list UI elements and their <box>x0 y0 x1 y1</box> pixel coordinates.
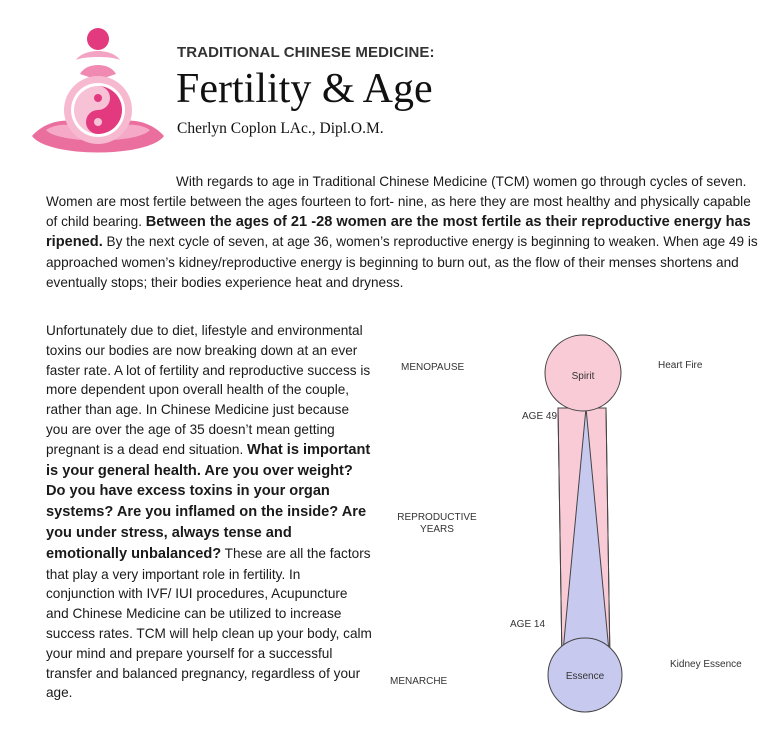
intro-text-part2: By the next cycle of seven, at age 36, women’s reproductive energy is beginning to weaken. When age 49 is approached women’s kidney/reproductive energy is beginning to burn out, as the flow of their menses shortens and eventually stops; their bodies experience heat and dryness. <box>46 234 758 290</box>
column-text-bold: What is important is your general health. Are you over weight? Do you have excess toxins in your organ systems? Are you inflamed on the inside? Are you under stress, always tense and emotionally unbalanced? <box>46 441 371 562</box>
kidney-essence-label: Kidney Essence <box>670 659 742 670</box>
main-column-paragraph <box>46 321 372 703</box>
header-kicker: TRADITIONAL CHINESE MEDICINE: <box>177 44 435 61</box>
column-text-part2: These are all the factors that play a very important role in fertility. In conjunction with IVF/ IUI procedures, Acupuncture and Chinese Medicine can be utilized to increase success rates. TCM will help clean up your body, calm your mind and prepare yourself for a successful transfer and balanced pregnancy, regardless of your age. <box>46 545 372 701</box>
reproductive-years-label-line2: YEARS <box>420 524 454 535</box>
essence-label: Essence <box>565 671 605 682</box>
intro-paragraph <box>46 172 758 293</box>
spirit-label: Spirit <box>571 371 595 382</box>
fertility-age-diagram <box>380 322 767 722</box>
logo <box>28 18 168 178</box>
intro-text-part1: With regards to age in Traditional Chinese Medicine (TCM) women go through cycles of seven. Women are most fertile between the ages fourteen to fort- nine, as here they are most healthy and physically capable of child bearing. <box>46 174 751 229</box>
meditating-figure-icon <box>28 18 168 178</box>
page-title: Fertility & Age <box>176 66 433 112</box>
column-text-part1: Unfortunately due to diet, lifestyle and environmental toxins our bodies are now breaking down at an ever faster rate. A lot of fertility and reproductive success is more dependent upon overall health of the couple, rather than age. In Chinese Medicine just because you are over the age of 35 doesn’t mean getting pregnant is a dead end situation. <box>46 323 371 457</box>
intro-text-bold: Between the ages of 21 -28 women are the most fertile as their reproductive energy has ripened. <box>46 213 751 251</box>
age-49-label: AGE 49 <box>522 411 558 422</box>
menopause-label: MENOPAUSE <box>401 362 465 373</box>
age-14-label: AGE 14 <box>510 619 546 630</box>
reproductive-years-label-line1: REPRODUCTIVE <box>397 512 477 523</box>
heart-fire-label: Heart Fire <box>658 360 703 371</box>
menarche-label: MENARCHE <box>390 676 448 687</box>
author-line: Cherlyn Coplon LAc., Dipl.O.M. <box>177 120 384 137</box>
diagram-graphic <box>380 322 767 722</box>
